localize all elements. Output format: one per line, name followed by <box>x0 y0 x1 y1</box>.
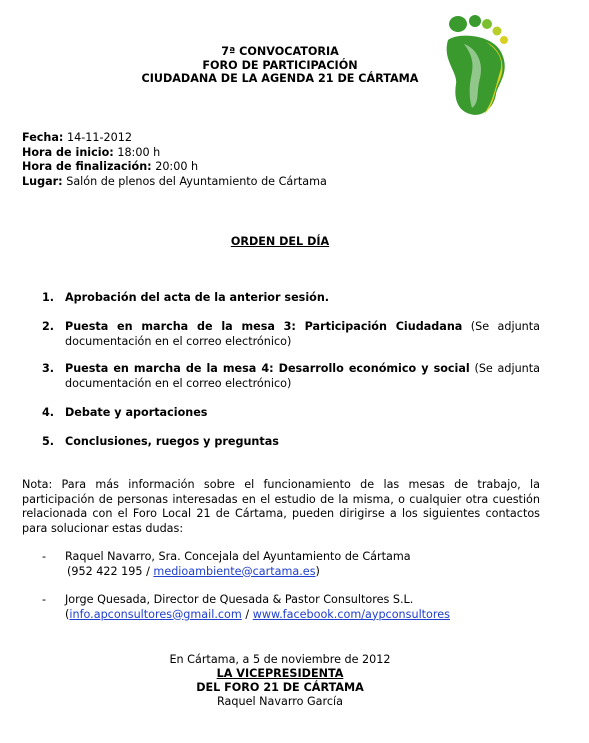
contact-separator: / <box>241 607 253 621</box>
agenda21-footprint-logo <box>436 14 520 120</box>
meeting-details <box>22 131 327 189</box>
fecha-value: 14-11-2012 <box>63 131 132 144</box>
fin-label: Hora de finalización: <box>22 160 152 173</box>
lugar-label: Lugar: <box>22 174 63 188</box>
inicio-row <box>22 146 327 161</box>
agenda-title: Aprobación del acta de la anterior sesión. <box>65 291 330 304</box>
email-link[interactable]: medioambiente@cartama.es <box>153 564 316 578</box>
lugar-row <box>22 175 327 190</box>
lugar-value: Salón de plenos del Ayuntamiento de Cártama <box>62 174 327 188</box>
title-line-2: FORO DE PARTICIPACIÓN <box>202 58 358 72</box>
inicio-value: 18:00 h <box>113 145 161 159</box>
fin-row <box>22 160 327 175</box>
agenda-number: 2. <box>42 320 55 333</box>
agenda-number: 3. <box>42 362 55 375</box>
orden-del-dia-heading: ORDEN DEL DÍA <box>230 235 330 248</box>
nota-paragraph: Nota: Para más información sobre el funcionamiento de las mesas de trabajo, la participación de personas interesadas en el estudio de la misma, o cualquier otra cuestión relacionada con el Foro Local 21 de Cártama, pueden dirigirse a los siguientes contactos para solucionar estas dudas: <box>22 478 540 535</box>
fin-value: 20:00 h <box>151 160 199 173</box>
agenda-title: Puesta en marcha de la mesa 4: Desarrollo económico y social <box>65 362 470 375</box>
facebook-link[interactable]: www.facebook.com/aypconsultores <box>252 607 450 621</box>
agenda-title: Debate y aportaciones <box>65 406 208 419</box>
signature-block <box>60 653 500 709</box>
agenda-title: Puesta en marcha de la mesa 3: Participación Ciudadana <box>65 320 463 333</box>
signer-name: Raquel Navarro García <box>217 695 343 708</box>
signer-role-1: LA VICEPRESIDENTA <box>216 667 344 680</box>
agenda-number: 1. <box>42 291 55 304</box>
agenda-number: 5. <box>42 435 55 448</box>
agenda-title: Conclusiones, ruegos y preguntas <box>65 435 279 448</box>
fecha-row <box>22 131 327 146</box>
email-link[interactable]: info.apconsultores@gmail.com <box>69 607 242 621</box>
contact-details <box>65 608 535 623</box>
bullet-dash: - <box>42 550 47 563</box>
contact-name: Jorge Quesada, Director de Quesada & Pastor Consultores S.L. <box>65 593 414 606</box>
agenda-note: (Se adjunta documentación en el correo electrónico) <box>65 320 540 348</box>
signer-role-2: DEL FORO 21 DE CÁRTAMA <box>196 681 364 694</box>
agenda-number: 4. <box>42 406 55 419</box>
contact-details <box>65 565 535 580</box>
contact-separator: ) <box>315 564 320 578</box>
footprint-icon <box>436 14 520 120</box>
place-date: En Cártama, a 5 de noviembre de 2012 <box>169 653 391 666</box>
agenda-note: (Se adjunta documentación en el correo electrónico) <box>65 362 540 390</box>
title-line-1: 7ª CONVOCATORIA <box>221 45 339 58</box>
document-title <box>60 45 500 86</box>
contact-open-paren: ( <box>65 607 70 621</box>
contact-phone: (952 422 195 / <box>67 564 154 578</box>
inicio-label: Hora de inicio: <box>22 145 114 159</box>
title-line-3: CIUDADANA DE LA AGENDA 21 DE CÁRTAMA <box>141 72 419 85</box>
contact-name: Raquel Navarro, Sra. Concejala del Ayuntamiento de Cártama <box>65 550 411 563</box>
bullet-dash: - <box>42 593 47 606</box>
fecha-label: Fecha: <box>22 131 64 144</box>
